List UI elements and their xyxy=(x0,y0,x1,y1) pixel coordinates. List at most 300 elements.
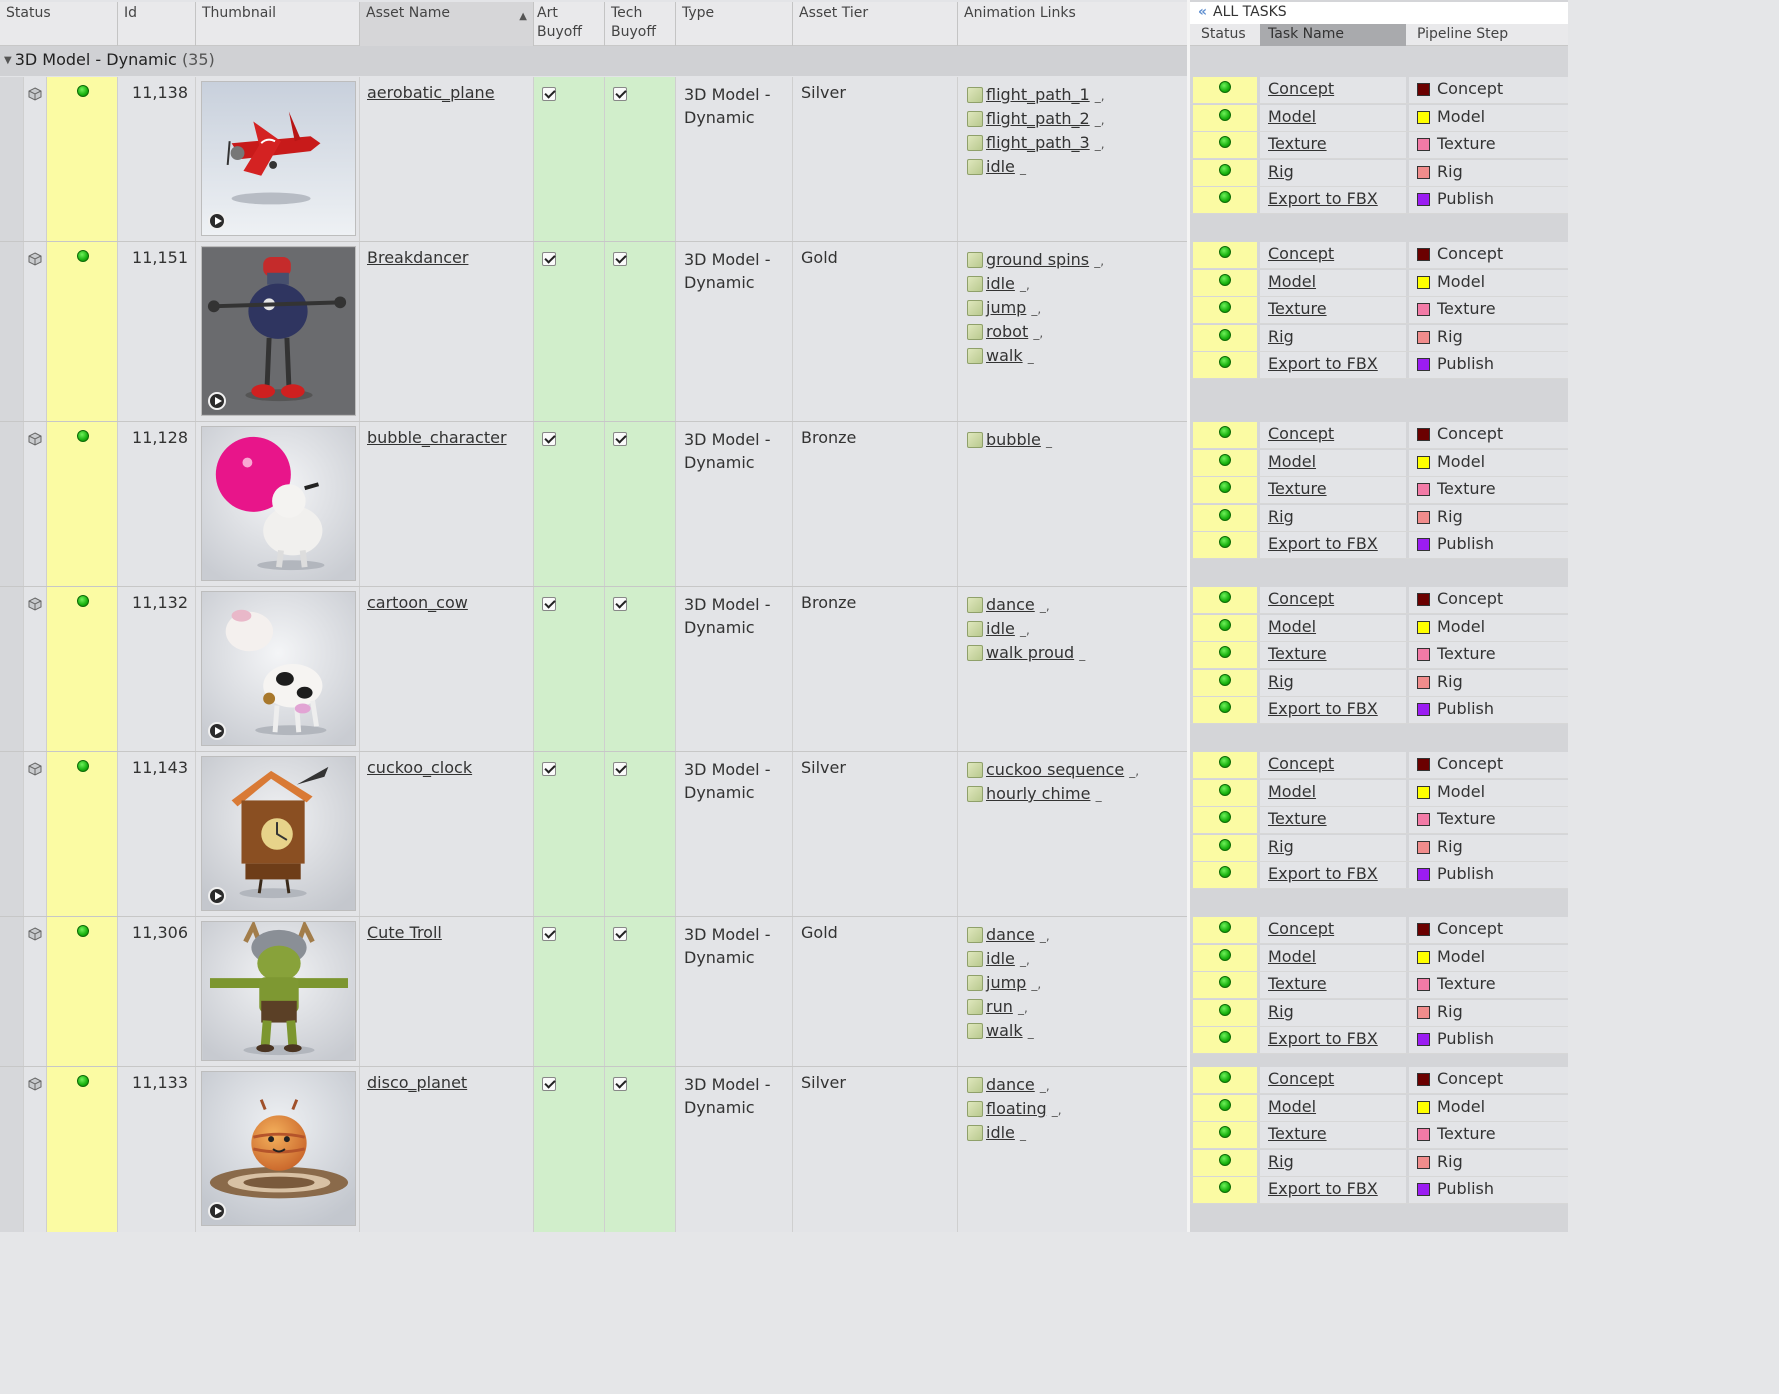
art-buyoff-cell[interactable] xyxy=(534,587,605,751)
animation-link-separator: _ xyxy=(1019,1127,1026,1141)
task-row[interactable] xyxy=(1190,587,1568,614)
animation-cube-icon xyxy=(967,999,983,1015)
pipeline-step-label: Publish xyxy=(1437,354,1495,373)
animation-link[interactable]: run xyxy=(986,997,1013,1016)
task-row[interactable] xyxy=(1190,697,1568,724)
pipeline-step-label: Model xyxy=(1437,271,1486,291)
animation-link-item xyxy=(967,947,1187,971)
tasks-panel-title: ALL TASKS xyxy=(1213,4,1287,20)
asset-thumbnail[interactable] xyxy=(201,756,356,911)
task-name-link[interactable]: Texture xyxy=(1268,479,1327,498)
pipeline-step-color-swatch xyxy=(1417,841,1430,854)
tasks-panel-title-bar xyxy=(1190,2,1568,24)
task-name-cell xyxy=(1260,1027,1406,1053)
pipeline-step-color-swatch xyxy=(1417,456,1430,469)
asset-row[interactable] xyxy=(0,917,1187,1067)
task-status-cell[interactable] xyxy=(1193,1122,1257,1148)
animation-link[interactable]: jump xyxy=(986,298,1027,317)
pipeline-step-label: Concept xyxy=(1437,1069,1504,1088)
pipeline-step-color-swatch xyxy=(1417,276,1430,289)
task-row[interactable] xyxy=(1190,242,1568,269)
tech-buyoff-checkbox[interactable] xyxy=(613,762,627,776)
col-animation-links-header[interactable] xyxy=(958,2,1187,46)
task-row[interactable] xyxy=(1190,1000,1568,1027)
pipeline-step-label: Texture xyxy=(1437,644,1496,663)
animation-links-cell xyxy=(958,422,1187,586)
asset-thumbnail[interactable] xyxy=(201,591,356,746)
tech-buyoff-checkbox[interactable] xyxy=(613,927,627,941)
tech-buyoff-checkbox[interactable] xyxy=(613,1077,627,1091)
status-cell[interactable] xyxy=(47,587,118,751)
task-status-green-dot-icon xyxy=(1219,164,1231,176)
task-status-cell[interactable] xyxy=(1193,642,1257,668)
tech-buyoff-cell[interactable] xyxy=(605,752,676,916)
task-row[interactable] xyxy=(1190,862,1568,889)
task-name-cell xyxy=(1260,615,1406,641)
asset-name-link[interactable]: cartoon_cow xyxy=(367,593,468,612)
animation-link-separator: _, xyxy=(1039,929,1050,943)
task-name-link[interactable]: Export to FBX xyxy=(1268,534,1378,553)
col-tech-buyoff-header[interactable] xyxy=(605,2,676,46)
play-icon[interactable] xyxy=(208,887,226,905)
animation-link-item xyxy=(967,758,1187,782)
status-cell[interactable] xyxy=(47,77,118,241)
pipeline-step-cell xyxy=(1409,945,1568,971)
pipeline-step-color-swatch xyxy=(1417,1033,1430,1046)
status-cell[interactable] xyxy=(47,1067,118,1232)
task-status-cell[interactable] xyxy=(1193,780,1257,806)
task-status-cell[interactable] xyxy=(1193,1027,1257,1053)
task-status-cell[interactable] xyxy=(1193,1000,1257,1026)
animation-link[interactable]: robot xyxy=(986,322,1029,341)
task-row[interactable] xyxy=(1190,1027,1568,1054)
animation-link[interactable]: cuckoo sequence xyxy=(986,760,1125,779)
task-status-cell[interactable] xyxy=(1193,77,1257,103)
task-name-link[interactable]: Concept xyxy=(1268,919,1335,938)
id-cell: 11,143 xyxy=(118,752,196,916)
group-header[interactable] xyxy=(0,46,1187,76)
art-buyoff-checkbox[interactable] xyxy=(542,762,556,776)
id-cell: 11,306 xyxy=(118,917,196,1066)
task-name-cell xyxy=(1260,132,1406,158)
pipeline-step-cell xyxy=(1409,917,1568,943)
task-row[interactable] xyxy=(1190,1150,1568,1177)
task-status-cell[interactable] xyxy=(1193,670,1257,696)
task-status-cell[interactable] xyxy=(1193,242,1257,268)
animation-link[interactable]: walk proud xyxy=(986,643,1075,662)
task-row[interactable] xyxy=(1190,642,1568,669)
art-buyoff-checkbox[interactable] xyxy=(542,432,556,446)
row-gutter[interactable] xyxy=(0,1067,24,1232)
col-thumbnail-label: Thumbnail xyxy=(202,5,277,21)
task-row[interactable] xyxy=(1190,77,1568,104)
tech-buyoff-cell[interactable] xyxy=(605,422,676,586)
pipeline-step-cell xyxy=(1409,450,1568,476)
animation-link-item xyxy=(967,641,1187,665)
task-name-link[interactable]: Model xyxy=(1268,946,1317,966)
pipeline-step-cell xyxy=(1409,697,1568,723)
asset-name-link[interactable]: bubble_character xyxy=(367,428,507,447)
task-status-cell[interactable] xyxy=(1193,105,1257,131)
task-row[interactable] xyxy=(1190,1122,1568,1149)
art-buyoff-cell[interactable] xyxy=(534,422,605,586)
sort-ascending-icon[interactable]: ▲ xyxy=(519,11,527,22)
animation-link[interactable]: dance xyxy=(986,925,1035,944)
tech-buyoff-cell[interactable] xyxy=(605,242,676,421)
animation-link[interactable]: bubble xyxy=(986,430,1041,449)
task-name-link[interactable]: Concept xyxy=(1268,424,1335,443)
asset-name-link[interactable]: Breakdancer xyxy=(367,248,469,267)
task-row[interactable] xyxy=(1190,917,1568,944)
task-name-link[interactable]: Rig xyxy=(1268,326,1294,346)
animation-link[interactable]: idle xyxy=(986,157,1015,176)
status-cell[interactable] xyxy=(47,752,118,916)
task-row[interactable] xyxy=(1190,450,1568,477)
collapse-triangle-icon[interactable]: ▼ xyxy=(4,55,12,66)
pipeline-step-label: Publish xyxy=(1437,534,1495,553)
task-row[interactable] xyxy=(1190,807,1568,834)
task-name-link[interactable]: Rig xyxy=(1268,1151,1294,1171)
pipeline-step-color-swatch xyxy=(1417,138,1430,151)
play-icon[interactable] xyxy=(208,392,226,410)
pipeline-step-cell xyxy=(1409,780,1568,806)
tech-buyoff-cell[interactable] xyxy=(605,1067,676,1232)
task-status-cell[interactable] xyxy=(1193,615,1257,641)
row-gutter[interactable] xyxy=(0,587,24,751)
task-status-cell[interactable] xyxy=(1193,160,1257,186)
pipeline-step-label: Rig xyxy=(1437,1001,1463,1021)
col-asset-name-header[interactable] xyxy=(360,2,534,46)
entity-icon-cell xyxy=(24,587,47,751)
task-row[interactable] xyxy=(1190,615,1568,642)
task-name-link[interactable]: Rig xyxy=(1268,506,1294,526)
col-id-label: Id xyxy=(124,5,138,21)
status-cell[interactable] xyxy=(47,917,118,1066)
col-type-header[interactable] xyxy=(676,2,793,46)
asset-name-link[interactable]: disco_planet xyxy=(367,1073,468,1092)
tech-buyoff-checkbox[interactable] xyxy=(613,252,627,266)
task-status-green-dot-icon xyxy=(1219,481,1231,493)
animation-link-item xyxy=(967,83,1187,107)
task-status-green-dot-icon xyxy=(1219,646,1231,658)
task-name-link[interactable]: Export to FBX xyxy=(1268,1179,1378,1198)
thumbnail-cell[interactable] xyxy=(196,587,360,751)
asset-name-link[interactable]: aerobatic_plane xyxy=(367,83,495,102)
animation-cube-icon xyxy=(967,1125,983,1141)
animation-link[interactable]: flight_path_1 xyxy=(986,85,1090,104)
asset-row[interactable] xyxy=(0,242,1187,422)
animation-cube-icon xyxy=(967,135,983,151)
type-line2: Dynamic xyxy=(684,273,755,292)
task-row[interactable] xyxy=(1190,780,1568,807)
task-status-cell[interactable] xyxy=(1193,1150,1257,1176)
animation-link[interactable]: dance xyxy=(986,595,1035,614)
task-row[interactable] xyxy=(1190,422,1568,449)
task-status-cell[interactable] xyxy=(1193,422,1257,448)
task-name-cell xyxy=(1260,807,1406,833)
row-gutter[interactable] xyxy=(0,752,24,916)
art-buyoff-checkbox[interactable] xyxy=(542,597,556,611)
asset-thumbnail[interactable] xyxy=(201,246,356,416)
pipeline-step-cell xyxy=(1409,1027,1568,1053)
task-name-link[interactable]: Model xyxy=(1268,451,1317,471)
type-cell xyxy=(676,1067,793,1232)
task-status-cell[interactable] xyxy=(1193,862,1257,888)
task-col-name-header[interactable] xyxy=(1260,24,1406,46)
pipeline-step-color-swatch xyxy=(1417,1006,1430,1019)
task-name-link[interactable]: Export to FBX xyxy=(1268,1029,1378,1048)
animation-link[interactable]: flight_path_3 xyxy=(986,133,1090,152)
art-buyoff-checkbox[interactable] xyxy=(542,87,556,101)
task-row[interactable] xyxy=(1190,835,1568,862)
asset-row[interactable] xyxy=(0,77,1187,242)
row-gutter[interactable] xyxy=(0,242,24,421)
animation-link-item xyxy=(967,1121,1187,1145)
task-row[interactable] xyxy=(1190,477,1568,504)
task-status-cell[interactable] xyxy=(1193,270,1257,296)
task-row[interactable] xyxy=(1190,132,1568,159)
task-status-cell[interactable] xyxy=(1193,477,1257,503)
pipeline-step-label: Model xyxy=(1437,451,1486,471)
status-cell[interactable] xyxy=(47,422,118,586)
row-gutter[interactable] xyxy=(0,917,24,1066)
asset-thumbnail[interactable] xyxy=(201,81,356,236)
art-buyoff-checkbox[interactable] xyxy=(542,1077,556,1091)
task-row[interactable] xyxy=(1190,297,1568,324)
animation-link[interactable]: walk xyxy=(986,1021,1023,1040)
task-status-green-dot-icon xyxy=(1219,591,1231,603)
art-buyoff-cell[interactable] xyxy=(534,917,605,1066)
task-status-cell[interactable] xyxy=(1193,835,1257,861)
task-status-cell[interactable] xyxy=(1193,325,1257,351)
thumbnail-cell[interactable] xyxy=(196,752,360,916)
task-status-cell[interactable] xyxy=(1193,752,1257,778)
task-name-link[interactable]: Concept xyxy=(1268,589,1335,608)
art-buyoff-checkbox[interactable] xyxy=(542,927,556,941)
task-row[interactable] xyxy=(1190,1067,1568,1094)
col-asset-tier-header[interactable] xyxy=(793,2,958,46)
asset-row[interactable] xyxy=(0,752,1187,917)
pipeline-step-cell xyxy=(1409,1177,1568,1203)
task-row[interactable] xyxy=(1190,670,1568,697)
animation-link-separator: _ xyxy=(1046,434,1052,448)
col-status-header[interactable] xyxy=(0,2,118,46)
animation-links-cell xyxy=(958,1067,1187,1232)
task-name-link[interactable]: Texture xyxy=(1268,974,1327,993)
thumbnail-cell[interactable] xyxy=(196,1067,360,1232)
task-col-step-header[interactable] xyxy=(1409,24,1568,46)
task-status-cell[interactable] xyxy=(1193,352,1257,378)
task-status-green-dot-icon xyxy=(1219,866,1231,878)
grid-header xyxy=(0,2,1187,46)
task-status-cell[interactable] xyxy=(1193,587,1257,613)
asset-name-link[interactable]: Cute Troll xyxy=(367,923,442,942)
group-count: (35) xyxy=(181,50,215,69)
tech-buyoff-checkbox[interactable] xyxy=(613,432,627,446)
task-status-cell[interactable] xyxy=(1193,917,1257,943)
pipeline-step-color-swatch xyxy=(1417,1073,1430,1086)
task-name-link[interactable]: Concept xyxy=(1268,754,1335,773)
animation-link[interactable]: idle xyxy=(986,619,1015,638)
task-status-cell[interactable] xyxy=(1193,532,1257,558)
task-group xyxy=(1190,752,1568,917)
animation-link-item xyxy=(967,617,1187,641)
task-row[interactable] xyxy=(1190,352,1568,379)
animation-link[interactable]: idle xyxy=(986,1123,1015,1142)
task-group xyxy=(1190,917,1568,1067)
col-tech-buyoff-label-line2: Buyoff xyxy=(611,24,656,40)
tech-buyoff-cell[interactable] xyxy=(605,77,676,241)
double-chevron-left-icon[interactable]: « xyxy=(1198,4,1208,20)
animation-cube-icon xyxy=(967,927,983,943)
type-line2: Dynamic xyxy=(684,453,755,472)
tech-buyoff-cell[interactable] xyxy=(605,587,676,751)
art-buyoff-cell[interactable] xyxy=(534,242,605,421)
task-name-link[interactable]: Model xyxy=(1268,271,1317,291)
pipeline-step-label: Model xyxy=(1437,781,1486,801)
task-name-cell xyxy=(1260,532,1406,558)
task-name-link[interactable]: Texture xyxy=(1268,644,1327,663)
art-buyoff-cell[interactable] xyxy=(534,752,605,916)
art-buyoff-cell[interactable] xyxy=(534,1067,605,1232)
animation-link[interactable]: ground spins xyxy=(986,250,1090,269)
asset-row[interactable] xyxy=(0,422,1187,587)
animation-link[interactable]: dance xyxy=(986,1075,1035,1094)
thumbnail-cell[interactable] xyxy=(196,242,360,421)
animation-link[interactable]: jump xyxy=(986,973,1027,992)
status-green-dot-icon xyxy=(77,85,89,97)
art-buyoff-checkbox[interactable] xyxy=(542,252,556,266)
row-gutter[interactable] xyxy=(0,422,24,586)
thumbnail-cell[interactable] xyxy=(196,77,360,241)
task-status-cell[interactable] xyxy=(1193,1095,1257,1121)
task-status-cell[interactable] xyxy=(1193,132,1257,158)
task-status-cell[interactable] xyxy=(1193,1177,1257,1203)
task-name-link[interactable]: Model xyxy=(1268,781,1317,801)
task-name-cell xyxy=(1260,160,1406,186)
task-status-cell[interactable] xyxy=(1193,450,1257,476)
tech-buyoff-checkbox[interactable] xyxy=(613,597,627,611)
animation-link-separator: _, xyxy=(1019,953,1030,967)
task-row[interactable] xyxy=(1190,532,1568,559)
task-row[interactable] xyxy=(1190,105,1568,132)
tech-buyoff-checkbox[interactable] xyxy=(613,87,627,101)
task-name-link[interactable]: Model xyxy=(1268,616,1317,636)
task-status-green-dot-icon xyxy=(1219,1031,1231,1043)
pipeline-step-label: Texture xyxy=(1437,974,1496,993)
task-name-link[interactable]: Export to FBX xyxy=(1268,699,1378,718)
animation-link[interactable]: floating xyxy=(986,1099,1047,1118)
status-cell[interactable] xyxy=(47,242,118,421)
task-status-cell[interactable] xyxy=(1193,807,1257,833)
task-status-cell[interactable] xyxy=(1193,187,1257,213)
pipeline-step-color-swatch xyxy=(1417,648,1430,661)
task-name-cell xyxy=(1260,945,1406,971)
pipeline-step-cell xyxy=(1409,835,1568,861)
asset-row[interactable] xyxy=(0,587,1187,752)
task-status-cell[interactable] xyxy=(1193,505,1257,531)
task-row[interactable] xyxy=(1190,1177,1568,1204)
play-icon[interactable] xyxy=(208,1202,226,1220)
animation-link[interactable]: hourly chime xyxy=(986,784,1091,803)
col-thumbnail-header[interactable] xyxy=(196,2,360,46)
play-icon[interactable] xyxy=(208,722,226,740)
asset-tier-cell: Silver xyxy=(793,77,958,241)
task-name-link[interactable]: Rig xyxy=(1268,836,1294,856)
animation-link[interactable]: idle xyxy=(986,949,1015,968)
asset-thumbnail[interactable] xyxy=(201,921,356,1061)
asset-thumbnail[interactable] xyxy=(201,1071,356,1226)
task-name-link[interactable]: Texture xyxy=(1268,134,1327,153)
task-name-link[interactable]: Concept xyxy=(1268,79,1335,98)
task-name-link[interactable]: Export to FBX xyxy=(1268,189,1378,208)
task-name-link[interactable]: Rig xyxy=(1268,671,1294,691)
thumbnail-cell[interactable] xyxy=(196,422,360,586)
task-row[interactable] xyxy=(1190,187,1568,214)
tech-buyoff-cell[interactable] xyxy=(605,917,676,1066)
row-gutter[interactable] xyxy=(0,77,24,241)
animation-link-separator: _ xyxy=(1095,788,1102,802)
animation-links-cell xyxy=(958,77,1187,241)
task-name-link[interactable]: Texture xyxy=(1268,299,1327,318)
task-name-link[interactable]: Concept xyxy=(1268,1069,1335,1088)
asset-thumbnail[interactable] xyxy=(201,426,356,581)
type-cell xyxy=(676,752,793,916)
task-status-cell[interactable] xyxy=(1193,1067,1257,1093)
task-name-link[interactable]: Export to FBX xyxy=(1268,354,1378,373)
task-status-cell[interactable] xyxy=(1193,945,1257,971)
play-icon[interactable] xyxy=(208,212,226,230)
task-name-link[interactable]: Rig xyxy=(1268,1001,1294,1021)
task-col-status-header[interactable] xyxy=(1193,24,1257,46)
task-status-green-dot-icon xyxy=(1219,756,1231,768)
pipeline-step-label: Model xyxy=(1437,616,1486,636)
asset-row[interactable] xyxy=(0,1067,1187,1232)
animation-link[interactable]: flight_path_2 xyxy=(986,109,1090,128)
animation-links-cell xyxy=(958,587,1187,751)
task-name-link[interactable]: Model xyxy=(1268,1096,1317,1116)
task-row[interactable] xyxy=(1190,160,1568,187)
task-row[interactable] xyxy=(1190,752,1568,779)
task-name-cell xyxy=(1260,1122,1406,1148)
pipeline-step-color-swatch xyxy=(1417,923,1430,936)
task-name-link[interactable]: Concept xyxy=(1268,244,1335,263)
task-name-link[interactable]: Model xyxy=(1268,106,1317,126)
task-name-link[interactable]: Texture xyxy=(1268,1124,1327,1143)
col-id-header[interactable] xyxy=(118,2,196,46)
pipeline-step-cell xyxy=(1409,422,1568,448)
task-status-cell[interactable] xyxy=(1193,297,1257,323)
task-row[interactable] xyxy=(1190,972,1568,999)
asset-name-link[interactable]: cuckoo_clock xyxy=(367,758,473,777)
col-art-buyoff-header[interactable] xyxy=(534,2,605,46)
task-row[interactable] xyxy=(1190,505,1568,532)
task-row[interactable] xyxy=(1190,270,1568,297)
task-status-cell[interactable] xyxy=(1193,697,1257,723)
animation-link[interactable]: walk xyxy=(986,346,1023,365)
task-name-link[interactable]: Export to FBX xyxy=(1268,864,1378,883)
task-name-link[interactable]: Texture xyxy=(1268,809,1327,828)
animation-link[interactable]: idle xyxy=(986,274,1015,293)
task-row[interactable] xyxy=(1190,1095,1568,1122)
task-row[interactable] xyxy=(1190,945,1568,972)
task-status-cell[interactable] xyxy=(1193,972,1257,998)
task-name-link[interactable]: Rig xyxy=(1268,161,1294,181)
art-buyoff-cell[interactable] xyxy=(534,77,605,241)
animation-link-separator: _, xyxy=(1031,977,1042,991)
thumbnail-cell[interactable] xyxy=(196,917,360,1066)
task-row[interactable] xyxy=(1190,325,1568,352)
